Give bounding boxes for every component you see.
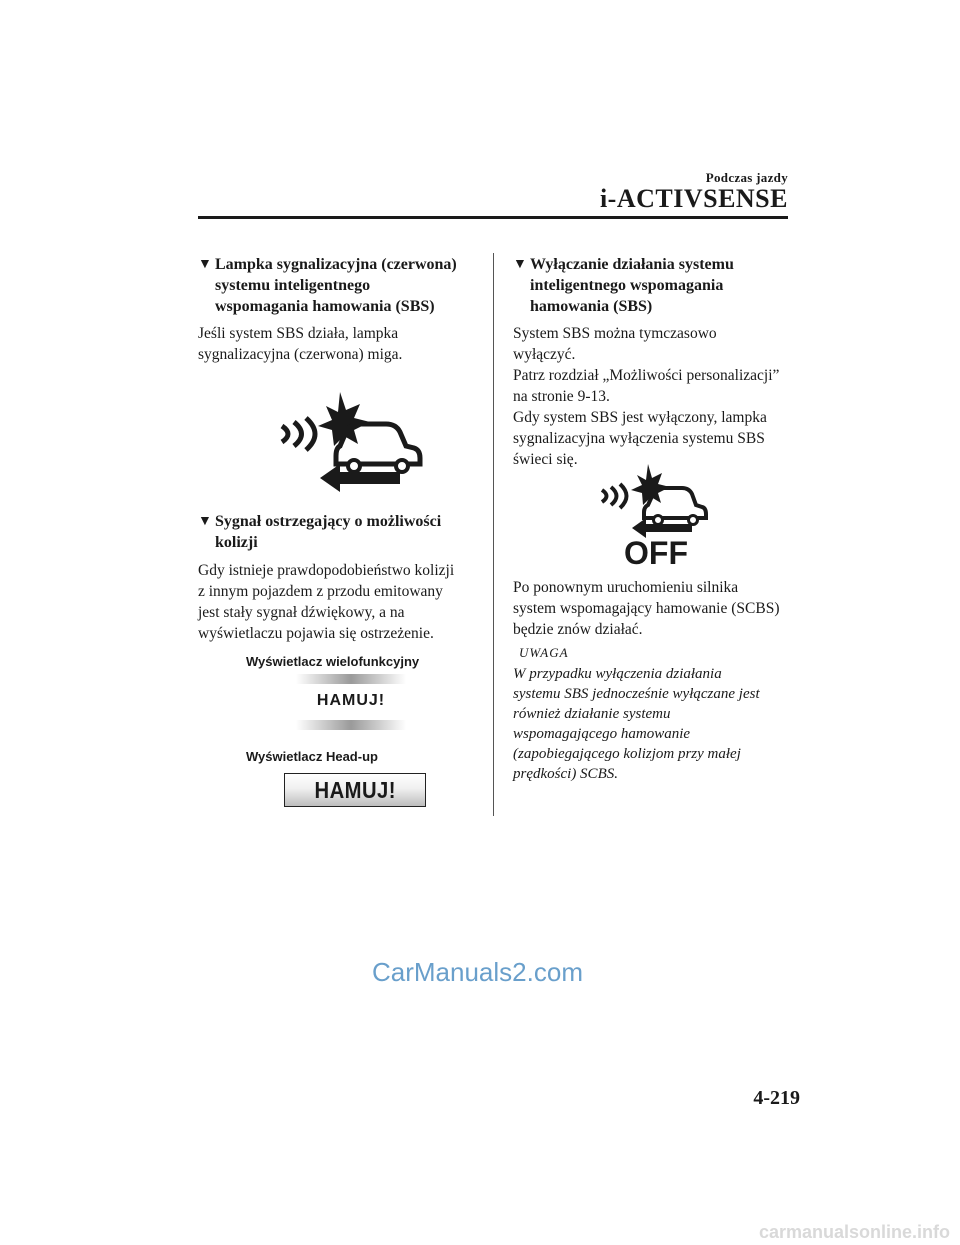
page-number: 4-219: [753, 1087, 800, 1109]
off-label: OFF: [624, 535, 688, 566]
sbs-off-icon: [598, 460, 710, 566]
section-heading-sbs-warning-lamp: ▼ Lampka sygnalizacyjna (czerwona) systemu inteligentnego wspomagania hamowania (SBS): [198, 256, 457, 315]
section-heading-sbs-deactivation: ▼ Wyłączanie działania systemu inteligentnego wspomagania hamowania (SBS): [513, 256, 734, 315]
hud-display-message-box: [284, 773, 426, 807]
column-divider: [493, 253, 494, 816]
chapter-title: Podczas jazdy: [705, 170, 788, 185]
collision-warning-body: Gdy istnieje prawdopodobieństwo kolizji z innym pojazdem z przodu emitowany jest stały sygnał dźwiękowy, a na wyświetlaczu pojawia się ostrzeżenie.: [198, 562, 455, 642]
sbs-warning-icon: [274, 384, 424, 492]
sbs-deactivation-body: System SBS można tymczasowo wyłączyć. Patrz rozdział „Możliwości personalizacji” na stronie 9-13. Gdy system SBS jest wyłączony, lampka sygnalizacyjna wyłączenia systemu SBS świeci się.: [513, 325, 780, 468]
hud-display-label: Wyświetlacz Head-up: [246, 749, 378, 764]
watermark: CarManuals2.com: [372, 957, 583, 987]
multi-display-message: HAMUJ!: [316, 692, 386, 709]
display-bar-bottom: [296, 720, 406, 730]
display-bar-top: [296, 674, 406, 684]
triangle-bullet-icon: ▼: [198, 257, 212, 272]
sbs-warning-body: Jeśli system SBS działa, lampka sygnalizacyjna (czerwona) miga.: [198, 325, 403, 363]
footer-watermark: carmanualsonline.info: [758, 1222, 950, 1242]
section-title: i-ACTIVSENSE: [599, 184, 788, 213]
section-heading-collision-warning: ▼ Sygnał ostrzegający o możliwości kolizji: [198, 513, 442, 551]
header-rule: [198, 216, 788, 219]
note-text: W przypadku wyłączenia działania systemu SBS jednocześnie wyłączane jest również działanie systemu wspomagającego hamowanie (zapobiegającego kolizjom przy małej prędkości) SCBS.: [513, 666, 760, 782]
triangle-bullet-icon: ▼: [513, 257, 527, 272]
restart-body: Po ponownym uruchomieniu silnika system wspomagający hamowanie (SCBS) będzie znów działać.: [513, 579, 780, 638]
triangle-bullet-icon: ▼: [198, 514, 212, 529]
hud-display-message: HAMUJ!: [314, 776, 396, 803]
multi-display-label: Wyświetlacz wielofunkcyjny: [246, 654, 420, 669]
note-label: UWAGA: [519, 645, 569, 660]
